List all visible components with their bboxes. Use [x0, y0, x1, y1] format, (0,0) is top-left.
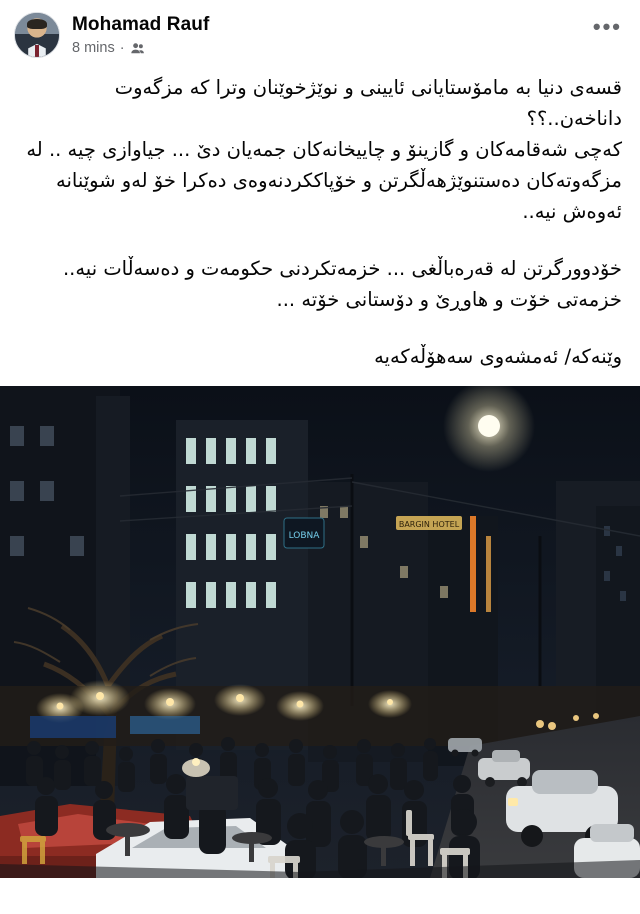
night-street-crowd-photo[interactable] — [0, 386, 640, 878]
meta-separator: · — [119, 40, 125, 56]
post-more-options-button[interactable]: ••• — [592, 14, 622, 39]
avatar-tie — [35, 45, 39, 57]
post-author-name[interactable]: Mohamad Rauf — [72, 14, 210, 35]
avatar-hair — [27, 19, 46, 29]
post-paragraph-1: قسەی دنیا بە مامۆستایانی ئایینی و نوێژخوێنان وترا کە مزگەوت داناخەن..؟؟ — [114, 76, 622, 130]
friends-icon[interactable] — [130, 41, 145, 56]
post-text — [0, 64, 640, 386]
post-header-text — [72, 12, 209, 57]
post-paragraph-4: وێنەکە/ ئەمشەوی سەهۆڵەکەیە — [374, 345, 622, 368]
post-meta — [72, 40, 209, 57]
post-paragraph-2: کەچی شەقامەکان و گازینۆ و چاییخانەکان جمەیان دێ ... جیاوازی چیە .. لە مزگەوتەکان دەستنوێژهەڵگرتن و خۆپاککردنەوەی دەکرا خۆ لەو شوێنانە ئەوەش نیە.. — [26, 138, 622, 223]
svg-text:BARGIN HOTEL: BARGIN HOTEL — [398, 520, 460, 529]
post-timestamp[interactable]: 8 mins — [72, 40, 115, 56]
avatar[interactable] — [14, 12, 60, 58]
svg-text:LOBNA: LOBNA — [288, 531, 320, 541]
post-header — [0, 0, 640, 64]
post-paragraph-3: خۆدوورگرتن لە قەرەباڵغی ... خزمەتکردنی حکومەت و دەسەڵات نیە.. خزمەتی خۆت و هاوڕێ و دۆستانی خۆتە ... — [62, 257, 622, 311]
